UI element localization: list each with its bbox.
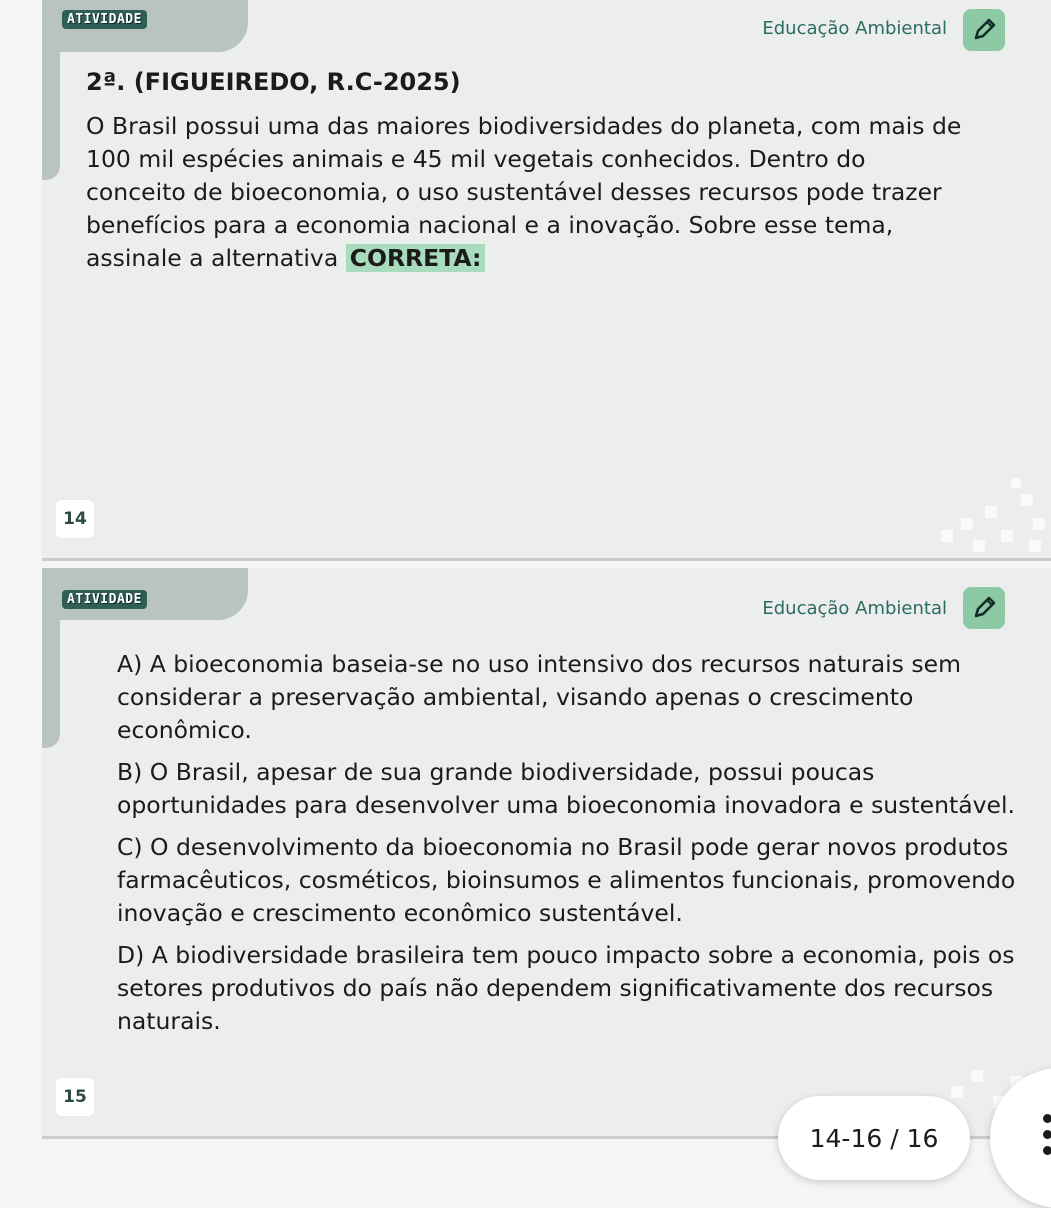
answer-options <box>117 648 1017 1047</box>
question-highlight: CORRETA: <box>346 244 486 272</box>
question-title: 2ª. (FIGUEIREDO, R.C-2025) <box>86 68 461 96</box>
option-c: C) O desenvolvimento da bioeconomia no Brasil pode gerar novos produtos farmacêuticos, cosméticos, bioinsumos e alimentos funcionais, promovendo inovação e crescimento econômico sustentável. <box>117 833 1016 927</box>
left-accent-bar <box>42 0 60 180</box>
subject-label: Educação Ambiental <box>762 598 947 619</box>
activity-tag: ATIVIDADE <box>62 10 147 29</box>
question-body: O Brasil possui uma das maiores biodiversidades do planeta, com mais de 100 mil espécies animais e 45 mil vegetais conhecidos. Dentro do conceito de bioeconomia, o uso sustentável desses recursos pode trazer benefícios para a economia nacional e a inovação. Sobre esse tema, assinale a alternativa <box>86 112 962 272</box>
option-d: D) A biodiversidade brasileira tem pouco impacto sobre a economia, pois os setores produtivos do país não dependem significativamente dos recursos naturais. <box>117 941 1015 1035</box>
slide-page-14 <box>42 0 1051 558</box>
pencil-icon <box>970 16 998 44</box>
option-b: B) O Brasil, apesar de sua grande biodiversidade, possui poucas oportunidades para desenvolver uma bioeconomia inovadora e sustentável. <box>117 758 1015 819</box>
option-a: A) A bioeconomia baseia-se no uso intensivo dos recursos naturais sem considerar a preservação ambiental, visando apenas o crescimento econômico. <box>117 650 961 744</box>
left-accent-bar <box>42 568 60 748</box>
slide-page-15 <box>42 568 1051 1136</box>
subject-label: Educação Ambiental <box>762 18 947 39</box>
page-indicator-label: 14-16 / 16 <box>809 1123 939 1153</box>
edit-button[interactable] <box>963 9 1005 51</box>
pixel-pattern-decoration <box>901 470 1051 558</box>
page-number: 14 <box>56 500 94 538</box>
activity-tag: ATIVIDADE <box>62 590 147 609</box>
edit-button[interactable] <box>963 587 1005 629</box>
pencil-icon <box>970 594 998 622</box>
question-text <box>86 110 966 275</box>
page-number: 15 <box>56 1078 94 1116</box>
page-indicator[interactable] <box>778 1096 970 1180</box>
slide-divider <box>42 558 1051 561</box>
